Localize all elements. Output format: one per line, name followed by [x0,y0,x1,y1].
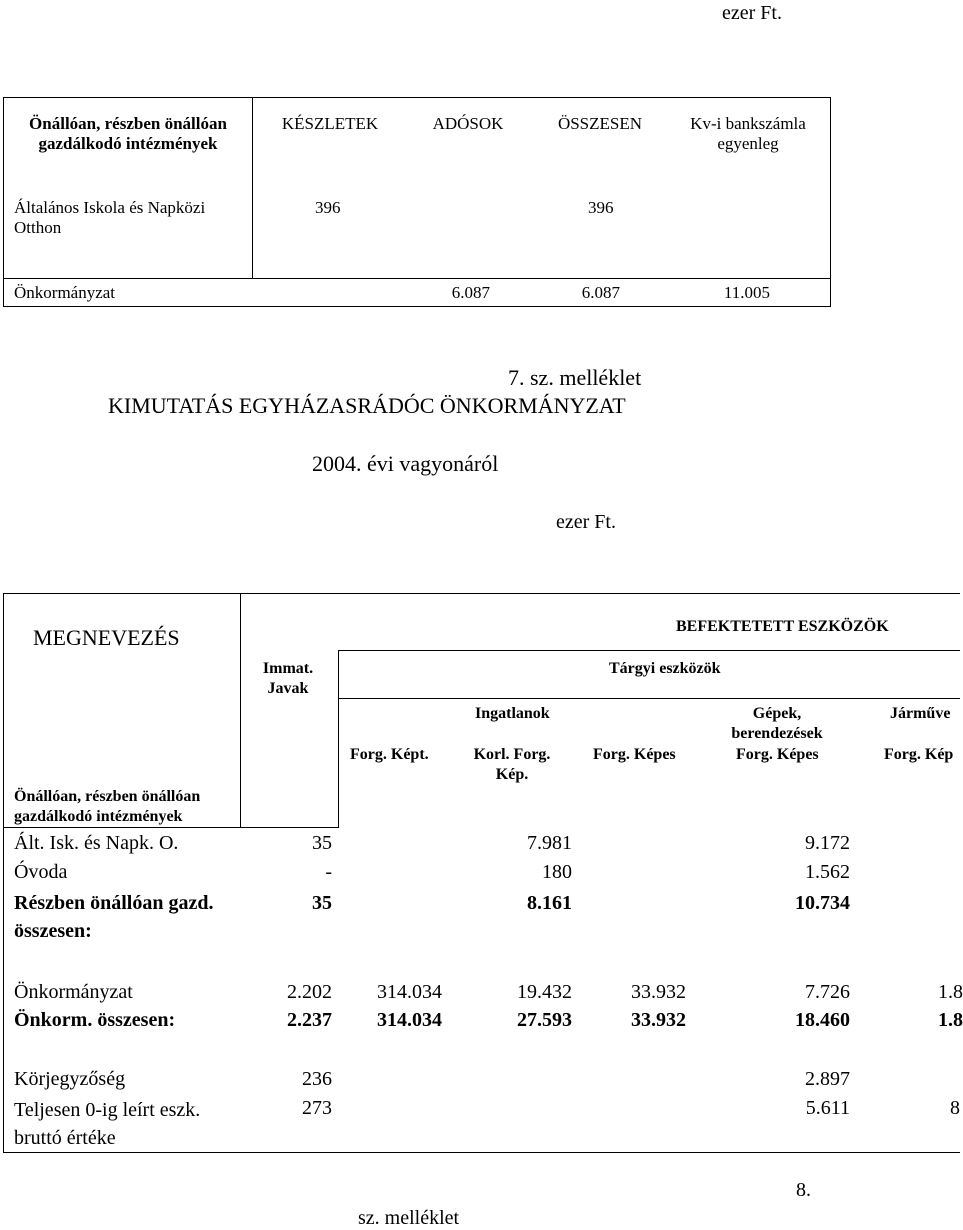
top-col-header-keszletek: KÉSZLETEK [281,114,379,133]
page-title: KIMUTATÁS EGYHÁZASRÁDÓC ÖNKORMÁNYZAT [108,393,626,418]
col-header-jarmuvek: Járműve [890,705,951,722]
cell-immat: 35 [312,832,332,854]
top-col-header-osszesen: ÖSSZESEN [557,114,643,133]
cell-immat: 236 [302,1068,332,1090]
col-header-ingatlanok: Ingatlanok [475,705,550,722]
cell-immat: - [325,861,332,883]
unit-label: ezer Ft. [556,511,616,533]
col-header-forg-kepes-2: Forg. Képes [736,746,819,763]
cell-forg: 314.034 [377,981,442,1003]
cell-gepek: 18.460 [795,1009,850,1031]
top-row-keszletek: 6.087 [451,283,490,302]
cell-immat: 2.202 [287,981,332,1003]
cell-gepek: 2.897 [805,1068,850,1090]
row-name: Ált. Isk. és Napk. O. [14,832,179,854]
row-name: Önkormányzat [14,981,133,1003]
cell-korl: 27.593 [517,1009,572,1031]
cell-immat: 273 [302,1097,332,1119]
top-row-osszesen: 6.087 [581,283,620,302]
col-header-korl-forg: Korl. Forg. Kép. [473,746,551,783]
top-row-name: Általános Iskola és Napközi Otthon [14,198,206,237]
annex-label: 7. sz. melléklet [508,365,642,390]
col-header-immat: Immat. Javak [262,660,314,697]
row-name: Részben önállóan gazd. összesen: [14,892,214,942]
top-row-osszesen: 396 [588,198,614,217]
cell-jarmu: 8 [950,1097,960,1119]
footer-annex-label: sz. melléklet [358,1207,460,1229]
top-col-header-adosok: ADÓSOK [432,114,504,133]
cell-forg2: 33.932 [631,981,686,1003]
top-col-header-name: Önállóan, részben önállóan gazdálkodó intézmények [29,114,227,153]
cell-jarmu: 1.8 [938,981,963,1003]
page-number: 8. [796,1179,811,1201]
cell-gepek: 9.172 [805,832,850,854]
cell-gepek: 5.611 [805,1097,850,1119]
cell-gepek: 7.726 [805,981,850,1003]
col-header-targyi: Tárgyi eszközök [609,660,721,677]
cell-forg: 314.034 [377,1009,442,1031]
cell-gepek: 1.562 [805,861,850,883]
top-unit-label: ezer Ft. [722,2,782,24]
cell-jarmu: 1.8 [938,1009,963,1031]
col-header-megnevezes: MEGNEVEZÉS [33,625,180,650]
top-col-header-bank: Kv-i bankszámla egyenleg [690,114,806,153]
col-header-forg-kept: Forg. Képt. [350,746,429,763]
row-name: Teljesen 0-ig leírt eszk. bruttó értéke [14,1099,201,1149]
row-name: Körjegyzőség [14,1068,126,1090]
group-label: Önállóan, részben önállóan gazdálkodó intézmények [14,788,201,825]
row-name: Óvoda [14,861,68,883]
col-header-forg-kepes-1: Forg. Képes [593,746,676,763]
cell-forg2: 33.932 [631,1009,686,1031]
top-row-keszletek: 396 [315,198,341,217]
top-row-name: Önkormányzat [14,283,116,302]
page-subtitle: 2004. évi vagyonáról [312,451,499,476]
cell-korl: 19.432 [517,981,572,1003]
top-row-bank: 11.005 [723,283,770,302]
cell-immat: 2.237 [287,1009,332,1031]
cell-korl: 7.981 [527,832,572,854]
cell-korl: 8.161 [527,892,572,914]
col-header-forg-kep-3: Forg. Kép [884,746,954,763]
cell-immat: 35 [312,892,332,914]
col-header-gepek: Gépek, berendezések [731,705,823,742]
cell-korl: 180 [542,861,572,883]
col-header-befektetett: BEFEKTETETT ESZKÖZÖK [676,618,889,635]
cell-gepek: 10.734 [795,892,850,914]
row-name: Önkorm. összesen: [14,1009,176,1031]
